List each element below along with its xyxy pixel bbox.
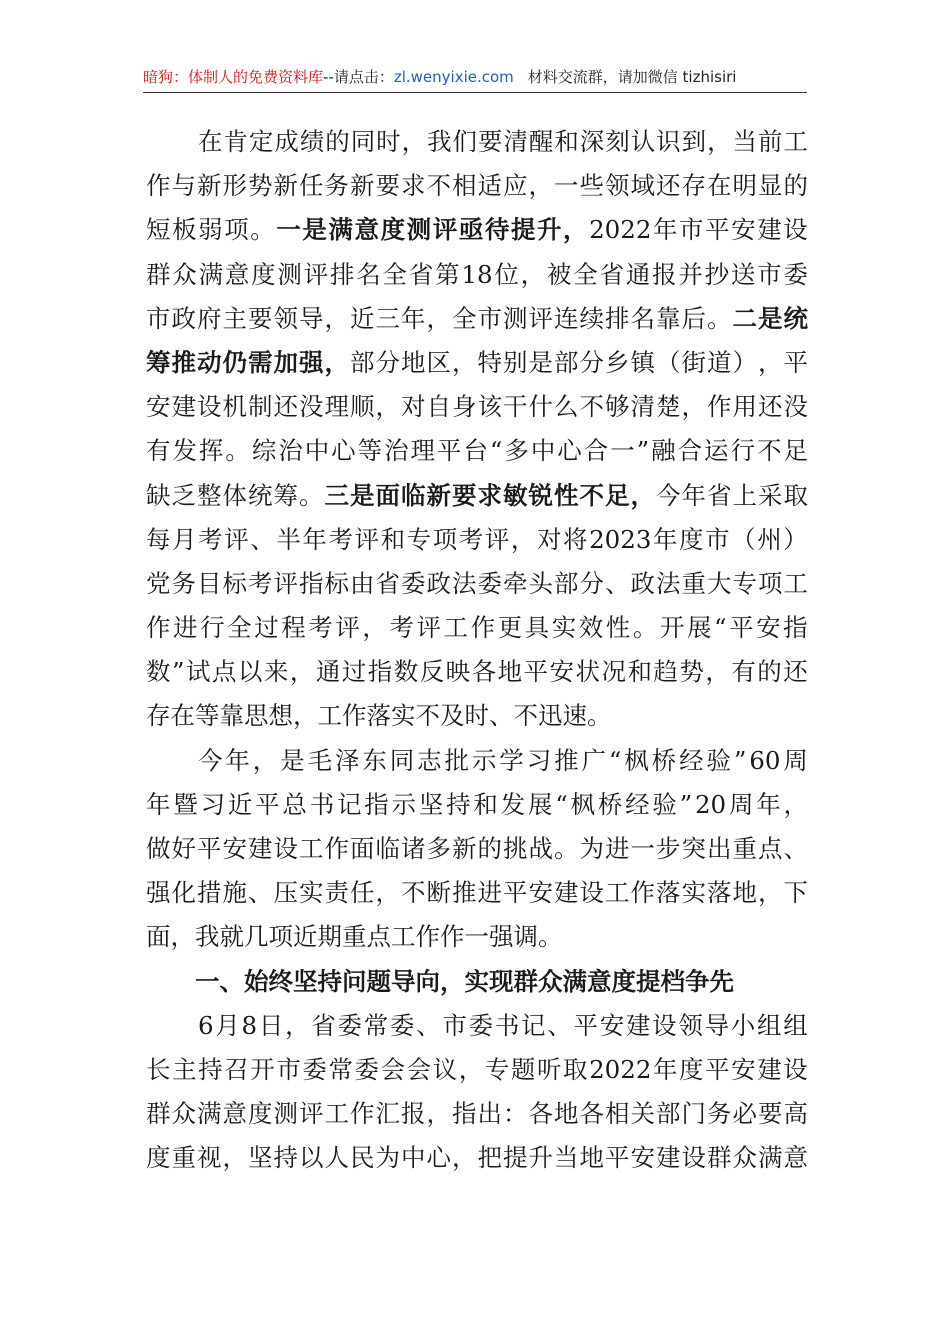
- text-line: 今 年 ， 是 毛 泽 东 同 志 批 示 学 习 推 广 “ 枫 桥 经 验 ” 60 周: [198, 745, 808, 775]
- text-line: 存 在 等 靠 思 想 ， 工 作 落 实 不 及 时 、 不 迅 速 。: [146, 701, 612, 731]
- header-url-link[interactable]: zl.wenyixie.com: [393, 68, 514, 86]
- text-line: 缺 乏 整 体 统 筹 。 三 是 面 临 新 要 求 敏 锐 性 不 足 ， 今 年 省 上 采 取: [146, 480, 808, 510]
- text-line: 作 与 新 形 势 新 任 务 新 要 求 不 相 适 应 ， 一 些 领 域 还 存 在 明 显 的: [146, 171, 808, 201]
- section-heading: 一 、 始 终 坚 持 问 题 导 向 ， 实 现 群 众 满 意 度 提 档 争 先: [195, 966, 734, 996]
- text-line: 面 ， 我 就 几 项 近 期 重 点 工 作 作 一 强 调 。: [146, 922, 563, 952]
- text-line: 安 建 设 机 制 还 没 理 顺 ， 对 自 身 该 干 什 么 不 够 清 楚 ， 作 用 还 没: [146, 392, 808, 422]
- header-site-name: 暗狗：体制人的免费资料库: [143, 68, 324, 86]
- text-line: 6 月 8 日 ， 省 委 常 委 、 市 委 书 记 、 平 安 建 设 领 导 小 组 组: [198, 1010, 808, 1040]
- text-line: 在 肯 定 成 绩 的 同 时 ， 我 们 要 清 醒 和 深 刻 认 识 到 ， 当 前 工: [198, 127, 808, 156]
- text-line: 数 ” 试 点 以 来 ， 通 过 指 数 反 映 各 地 平 安 状 况 和 趋 势 ， 有 的 还: [146, 657, 808, 687]
- text-line: 年 暨 习 近 平 总 书 记 指 示 坚 持 和 发 展 “ 枫 桥 经 验 ” 20 周 年 ，: [146, 789, 808, 819]
- text-line: 做 好 平 安 建 设 工 作 面 临 诸 多 新 的 挑 战 。 为 进 一 步 突 出 重 点 、: [146, 834, 808, 863]
- document-body: [146, 120, 808, 1181]
- text-line: 市 政 府 主 要 领 导 ， 近 三 年 ， 全 市 测 评 连 续 排 名 靠 后 。 二 是 统: [146, 303, 808, 333]
- text-line: 筹 推 动 仍 需 加 强 ， 部 分 地 区 ， 特 别 是 部 分 乡 镇 （ 街 道 ） ， 平: [146, 347, 808, 377]
- header-wechat-note: 材料交流群，请加微信 tizhisiri: [527, 68, 737, 86]
- text-line: 作 进 行 全 过 程 考 评 ， 考 评 工 作 更 具 实 效 性 。 开 展 “ 平 安 指: [146, 613, 808, 643]
- text-line: 群 众 满 意 度 测 评 排 名 全 省 第 18 位 ， 被 全 省 通 报 并 抄 送 市 委: [146, 259, 808, 289]
- text-line: 党 务 目 标 考 评 指 标 由 省 委 政 法 委 牵 头 部 分 、 政 法 重 大 专 项 工: [146, 568, 808, 598]
- text-line: 长 主 持 召 开 市 委 常 委 会 会 议 ， 专 题 听 取 2022 年 度 平 安 建 设: [146, 1054, 808, 1084]
- text-line: 短 板 弱 项 。 一 是 满 意 度 测 评 亟 待 提 升 ， 2022 年 市 平 安 建 设: [146, 215, 808, 245]
- text-line: 强 化 措 施 、 压 实 责 任 ， 不 断 推 进 平 安 建 设 工 作 落 实 落 地 ， 下: [146, 878, 808, 908]
- header-click-prompt: --请点击：: [323, 68, 394, 86]
- page-header: [143, 62, 807, 93]
- text-line: 有 发 挥 。 综 治 中 心 等 治 理 平 台 “ 多 中 心 合 一 ” 融 合 运 行 不 足: [146, 436, 808, 466]
- text-line: 度 重 视 ， 坚 持 以 人 民 为 中 心 ， 把 提 升 当 地 平 安 建 设 群 众 满 意: [146, 1143, 808, 1173]
- text-line: 群 众 满 意 度 测 评 工 作 汇 报 ， 指 出 ： 各 地 各 相 关 部 门 务 必 要 高: [146, 1099, 808, 1129]
- text-line: 每 月 考 评 、 半 年 考 评 和 专 项 考 评 ， 对 将 2023 年 度 市 （ 州 ）: [146, 524, 808, 554]
